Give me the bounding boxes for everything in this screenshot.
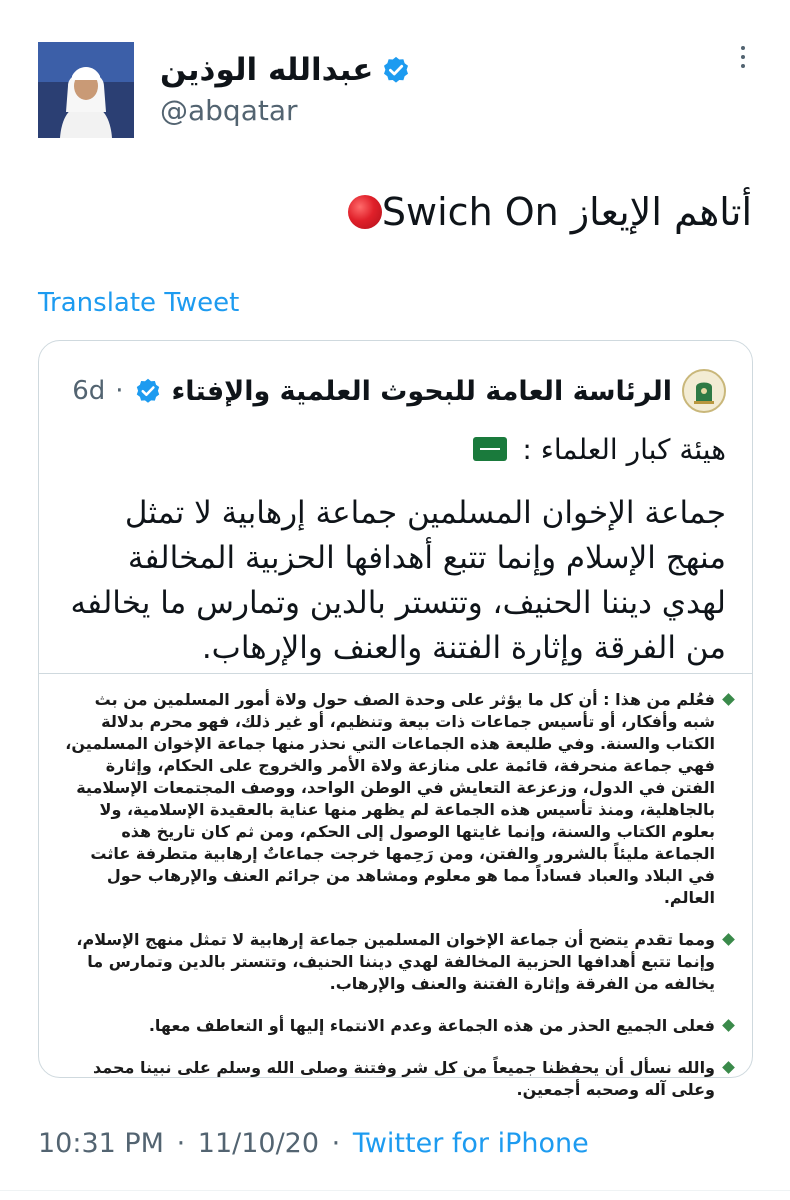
verified-badge-icon [381,55,411,85]
statement-image[interactable] [61,689,733,1121]
quoted-body-text: جماعة الإخوان المسلمين جماعة إرهابية لا تمثل منهج الإسلام وإنما تتبع أهدافها الحزبية المخالفة لهدي ديننا الحنيف، وتتستر بالدين وتمارس ما يخالفه من الفرقة وإثارة الفتنة والعنف والإرهاب. [70,495,726,666]
green-diamond-bullet-icon [722,693,735,706]
author-avatar[interactable] [38,42,134,138]
green-diamond-bullet-icon [722,933,735,946]
quoted-time-separator: · [115,376,124,406]
tweet-time[interactable]: 10:31 PM [38,1128,164,1159]
quoted-time[interactable]: 6d [72,376,106,406]
red-circle-emoji [348,195,382,229]
green-diamond-bullet-icon [722,1019,735,1032]
statement-point: ومما تقدم يتضح أن جماعة الإخوان المسلمين جماعة إرهابية لا تمثل منهج الإسلام، وإنما تتبع أهدافها الحزبية المخالفة لهدي ديننا الحنيف، وتتستر بالدين وتمارس ما يخالفه من الفرقة وإثارة الفتنة والعنف والإرهاب. [61,929,733,995]
tweet-meta [38,1128,589,1159]
statement-point: فعلى الجميع الحذر من هذه الجماعة وعدم الانتماء إليها أو التعاطف معها. [61,1015,733,1037]
tweet-text [32,186,752,238]
translate-tweet-link[interactable]: Translate Tweet [38,288,240,318]
meta-separator: · [331,1128,341,1159]
tweet-text-content: أتاهم الإيعاز Swich On [381,190,752,234]
verified-badge-icon [134,377,162,405]
statement-point: فعُلم من هذا : أن كل ما يؤثر على وحدة الصف حول ولاة أمور المسلمين من بث شبه وأفكار، أو تأسيس جماعات ذات بيعة وتنظيم، أو غير ذلك، فهو محرم بدلالة الكتاب والسنة. وفي طليعة هذه الجماعات التي نحذر منها جماعة الإخوان المسلمين، فهي جماعة منحرفة، قائمة على منازعة ولاة الأمر والخروج على الحكام، وإثارة الفتن في الدول، وزعزعة التعايش في الوطن الواحد، ووصف المجتمعات الإسلامية بالجاهلية، ومنذ تأسيس هذه الجماعة لم يظهر منها عناية بالعقيدة الإسلامية، ولا بعلوم الكتاب والسنة، وإنما غايتها الوصول إلى الحكم، ومن ثم كان تاريخ هذه الجماعة مليئاً بالشرور والفتن، ومن رَحِمها خرجت جماعاتٌ إرهابية متطرفة عاثت في البلاد والعباد فساداً مما هو معلوم ومشاهد من جرائم العنف والإرهاب حول العالم. [61,689,733,909]
quoted-lead-text [467,433,726,466]
more-options-icon[interactable] [728,42,758,72]
quoted-author-name[interactable]: الرئاسة العامة للبحوث العلمية والإفتاء [171,375,672,407]
quoted-lead: هيئة كبار العلماء : [522,433,726,466]
author-handle[interactable]: @abqatar [160,94,298,127]
green-diamond-bullet-icon [722,1061,735,1074]
author-display-name[interactable]: عبدالله الوذين [160,52,374,88]
tweet-date[interactable]: 11/10/20 [197,1128,320,1159]
saudi-flag-emoji [473,437,507,461]
quoted-media-divider [39,673,752,674]
quoted-tweet-card[interactable] [38,340,753,1099]
meta-separator: · [176,1128,186,1159]
quoted-author-avatar [682,369,726,413]
statement-point: والله نسأل أن يحفظنا جميعاً من كل شر وفتنة وصلى الله وسلم على نبينا محمد وعلى آله وصحبه أجمعين. [61,1057,733,1101]
bottom-divider [0,1190,790,1191]
tweet-author [38,40,758,140]
tweet-source-link[interactable]: Twitter for iPhone [352,1128,589,1159]
quoted-tweet-header [72,369,726,413]
